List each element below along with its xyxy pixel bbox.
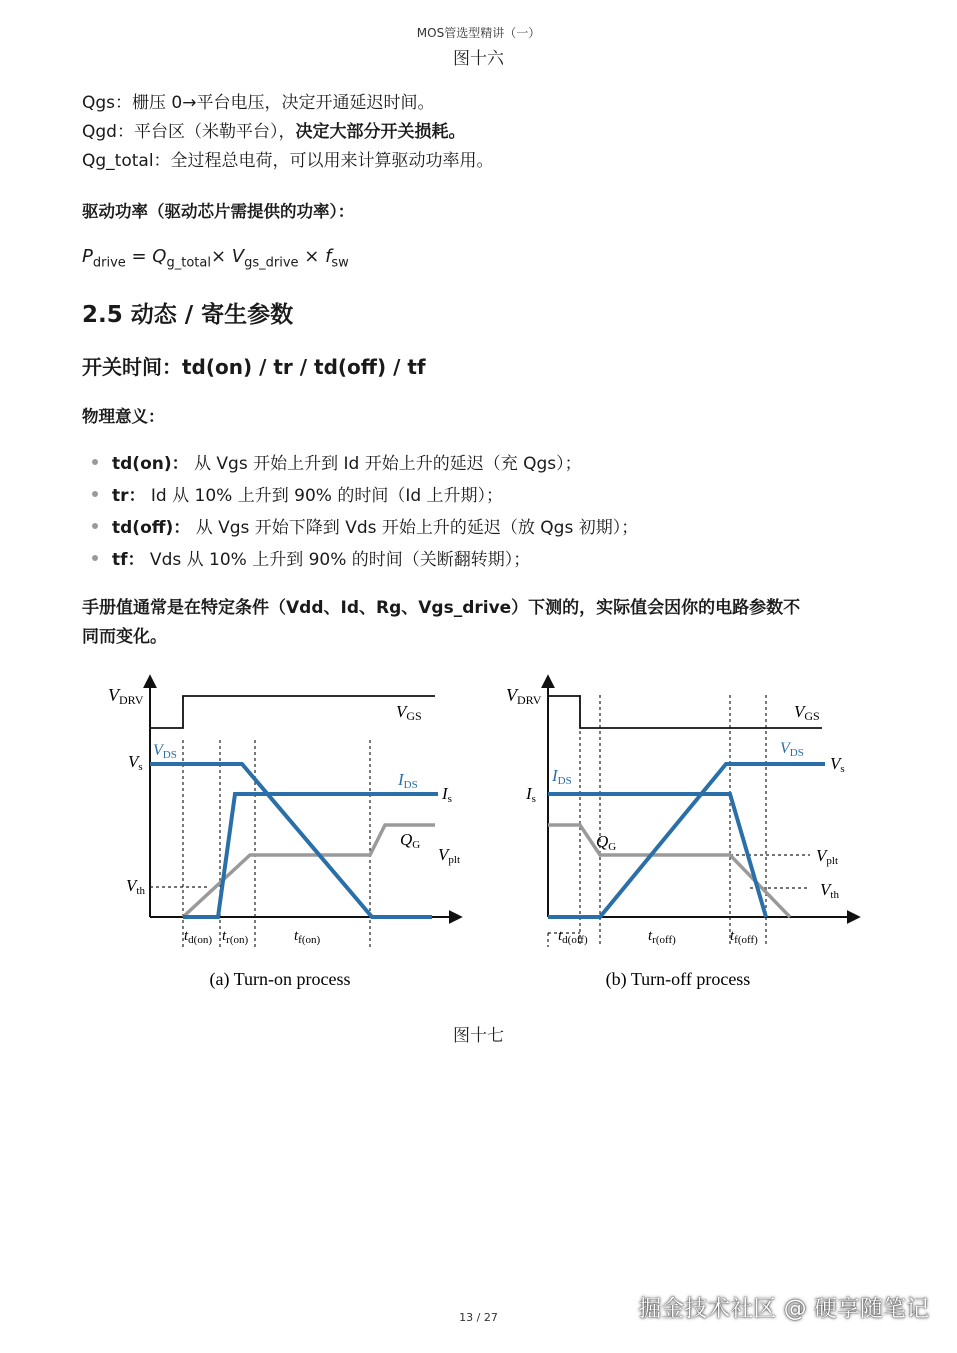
datasheet-note: 手册值通常是在特定条件（Vdd、Id、Rg、Vgs_drive）下测的，实际值会因你的电路参数不 同而变化。 (82, 598, 801, 647)
turn-on-ids-label: IDS (398, 770, 418, 791)
turn-off-panel (506, 677, 858, 990)
turn-on-qg-label: QG (400, 830, 421, 851)
turn-off-vdrv-label: VDRV (506, 685, 542, 707)
turn-on-vds-label: VDS (153, 742, 177, 761)
physical-meaning-heading: 物理意义： (82, 407, 165, 426)
qgd-definition: Qgd：平台区（米勒平台），决定大部分开关损耗。 (82, 122, 466, 142)
source-watermark: 掘金技术社区 @ 硬享随笔记 (638, 1296, 929, 1322)
turn-on-vdrv-label: VDRV (108, 685, 144, 707)
turn-off-tr-label: $t_{r(off)}$ (648, 928, 676, 946)
turn-off-vplt-label: Vplt (816, 846, 839, 867)
turn-on-vgs-line (150, 696, 435, 728)
turn-off-vs-label: Vs (830, 754, 845, 775)
list-item: td(on)： 从 Vgs 开始上升到 Id 开始上升的延迟（充 Qgs）； (92, 448, 638, 480)
turn-on-caption: (a) Turn-on process (209, 969, 351, 989)
switching-waveform-figure (90, 665, 880, 995)
subsection-title: 开关时间：td(on) / tr / td(off) / tf (82, 355, 426, 379)
charge-definitions (82, 89, 882, 176)
turn-on-vds-line (150, 764, 432, 917)
drive-power-formula: $P_{drive} = Q_{g\_total}\times V_{gs\_drive} \times f_{sw}$ (82, 246, 349, 271)
turn-on-td-label: $t_{d(on)}$ (184, 928, 212, 946)
bullet-icon (92, 555, 98, 561)
qg-total-definition: Qg_total：全过程总电荷，可以用来计算驱动功率用。 (82, 151, 494, 171)
page-number: 13 / 27 (459, 1311, 498, 1324)
waveform-diagram (90, 665, 880, 995)
turn-on-is-label: Is (442, 784, 452, 805)
turn-off-ids-label: IDS (552, 766, 572, 787)
qgs-definition: Qgs：栅压 0→平台电压，决定开通延迟时间。 (82, 93, 435, 113)
switching-time-list (92, 448, 638, 576)
turn-on-vs-label: Vs (128, 752, 143, 773)
turn-off-tf-label: $t_{f(off)}$ (730, 928, 758, 946)
list-item: tf： Vds 从 10% 上升到 90% 的时间（关断翻转期）； (92, 544, 638, 576)
turn-off-caption: (b) Turn-off process (605, 969, 751, 989)
figure-caption-16: 图十六 (453, 49, 504, 69)
turn-on-tr-label: $t_{r(on)}$ (222, 928, 249, 946)
section-title: 2.5 动态 / 寄生参数 (82, 302, 294, 328)
turn-off-vth-label: Vth (820, 880, 839, 901)
turn-on-vplt-label: Vplt (438, 845, 461, 866)
bullet-icon (92, 523, 98, 529)
turn-off-vds-label: VDS (780, 740, 804, 759)
running-header: MOS管选型精讲（一） (416, 26, 541, 40)
drive-power-heading: 驱动功率（驱动芯片需提供的功率）： (82, 202, 355, 221)
turn-off-vgs-line (548, 696, 822, 728)
turn-off-qg-label: QG (596, 832, 617, 853)
figure-caption-17: 图十七 (453, 1026, 504, 1046)
turn-off-td-label: $t_{d(off)}$ (558, 928, 588, 946)
turn-off-is-label: Is (526, 784, 536, 805)
bullet-icon (92, 491, 98, 497)
list-item: td(off)： 从 Vgs 开始下降到 Vds 开始上升的延迟（放 Qgs 初期）； (92, 512, 638, 544)
turn-off-vgs-label: VGS (794, 702, 820, 723)
list-item: tr： Id 从 10% 上升到 90% 的时间（Id 上升期）； (92, 480, 638, 512)
turn-on-vth-label: Vth (126, 876, 145, 897)
turn-on-panel (108, 677, 460, 990)
turn-on-tf-label: $t_{f(on)}$ (294, 928, 321, 946)
turn-on-vgs-label: VGS (396, 702, 422, 723)
bullet-icon (92, 459, 98, 465)
